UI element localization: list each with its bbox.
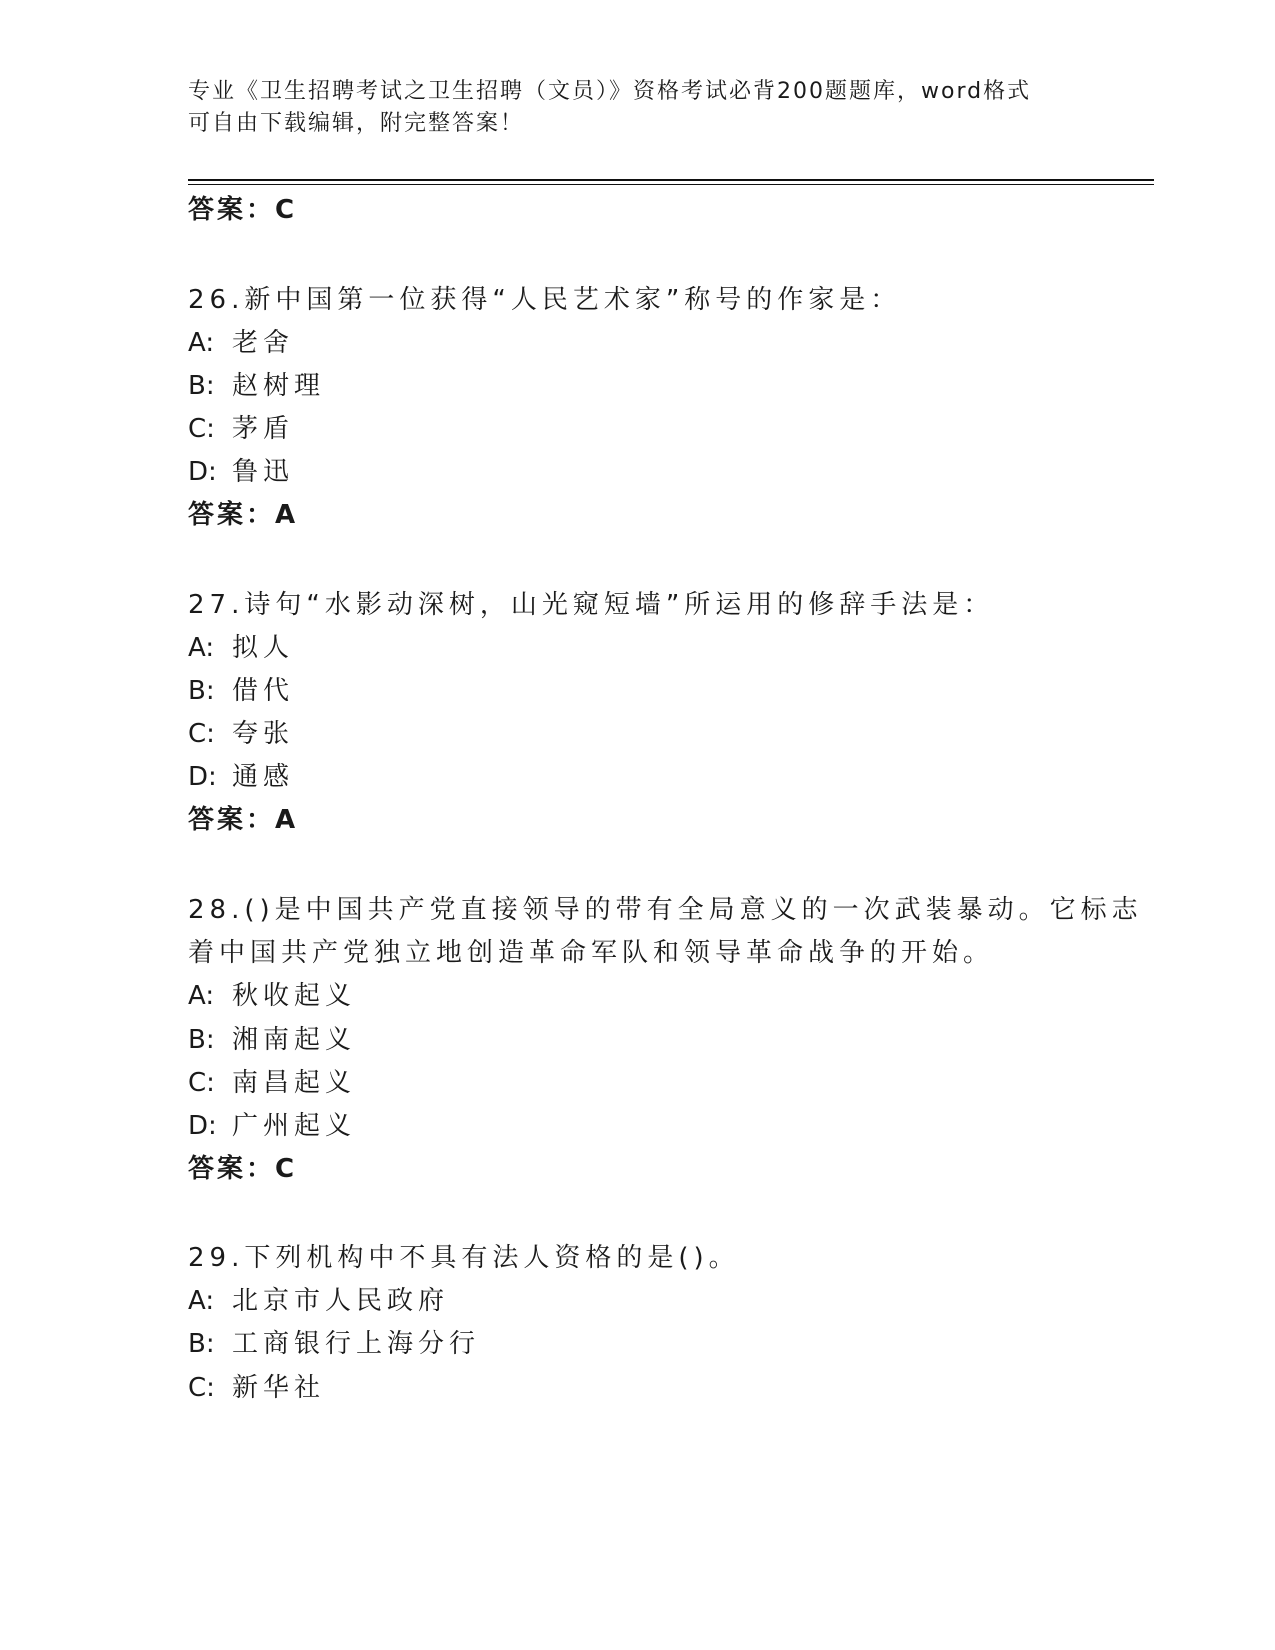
option-c: [188, 1371, 325, 1405]
option-letter: D:: [188, 457, 217, 487]
option-d: [188, 455, 294, 489]
option-a: [188, 979, 356, 1013]
option-b: [188, 369, 325, 403]
header-line-2: 可自由下载编辑，附完整答案！: [188, 111, 525, 136]
answer-line: 答案：A: [188, 500, 299, 530]
option-letter: C:: [188, 1068, 215, 1098]
option-letter: C:: [188, 719, 215, 749]
option-letter: A:: [188, 328, 215, 358]
question-stem-line-2: 着中国共产党独立地创造革命军队和领导革命战争的开始。: [188, 938, 995, 968]
option-b: [188, 1327, 480, 1361]
option-text: 拟人: [232, 633, 295, 663]
option-letter: D:: [188, 1111, 217, 1141]
option-text: 夸张: [232, 719, 295, 749]
option-text: 鲁迅: [232, 457, 295, 487]
option-text: 北京市人民政府: [232, 1286, 450, 1316]
option-d: [188, 760, 294, 794]
option-b: [188, 674, 294, 708]
option-a: [188, 631, 294, 665]
question-stem: 29.下列机构中不具有法人资格的是()。: [188, 1243, 740, 1273]
option-letter: C:: [188, 1373, 215, 1403]
option-c: [188, 412, 294, 446]
document-header: [188, 76, 1088, 140]
answer-line: 答案：C: [188, 1154, 298, 1184]
option-text: 工商银行上海分行: [232, 1329, 481, 1359]
option-text: 通感: [232, 762, 295, 792]
option-a: [188, 326, 294, 360]
option-letter: B:: [188, 1025, 215, 1055]
previous-answer: 答案：C: [188, 195, 298, 225]
header-line-1: 专业《卫生招聘考试之卫生招聘（文员）》资格考试必背200题题库，word格式: [188, 79, 1032, 104]
option-a: [188, 1284, 449, 1318]
option-letter: B:: [188, 371, 215, 401]
question-stem-line-1: 28.()是中国共产党直接领导的带有全局意义的一次武装暴动。它标志: [188, 895, 1143, 925]
option-text: 老舍: [232, 328, 295, 358]
answer-line: 答案：A: [188, 805, 299, 835]
option-text: 湘南起义: [232, 1025, 357, 1055]
option-letter: A:: [188, 1286, 215, 1316]
header-rule-thick: [188, 179, 1154, 181]
question-stem: 27.诗句“水影动深树，山光窥短墙”所运用的修辞手法是：: [188, 590, 995, 620]
option-letter: D:: [188, 762, 217, 792]
option-text: 茅盾: [232, 414, 295, 444]
option-text: 赵树理: [232, 371, 326, 401]
option-b: [188, 1023, 356, 1057]
question-stem: 26.新中国第一位获得“人民艺术家”称号的作家是：: [188, 285, 902, 315]
option-letter: A:: [188, 981, 215, 1011]
option-d: [188, 1109, 356, 1143]
option-text: 秋收起义: [232, 981, 357, 1011]
option-text: 新华社: [232, 1373, 326, 1403]
option-letter: C:: [188, 414, 215, 444]
option-text: 广州起义: [232, 1111, 357, 1141]
option-text: 南昌起义: [232, 1068, 357, 1098]
option-letter: B:: [188, 676, 215, 706]
option-c: [188, 1066, 356, 1100]
option-letter: A:: [188, 633, 215, 663]
header-rule-thin: [188, 184, 1154, 185]
option-text: 借代: [232, 676, 295, 706]
option-c: [188, 717, 294, 751]
option-letter: B:: [188, 1329, 215, 1359]
